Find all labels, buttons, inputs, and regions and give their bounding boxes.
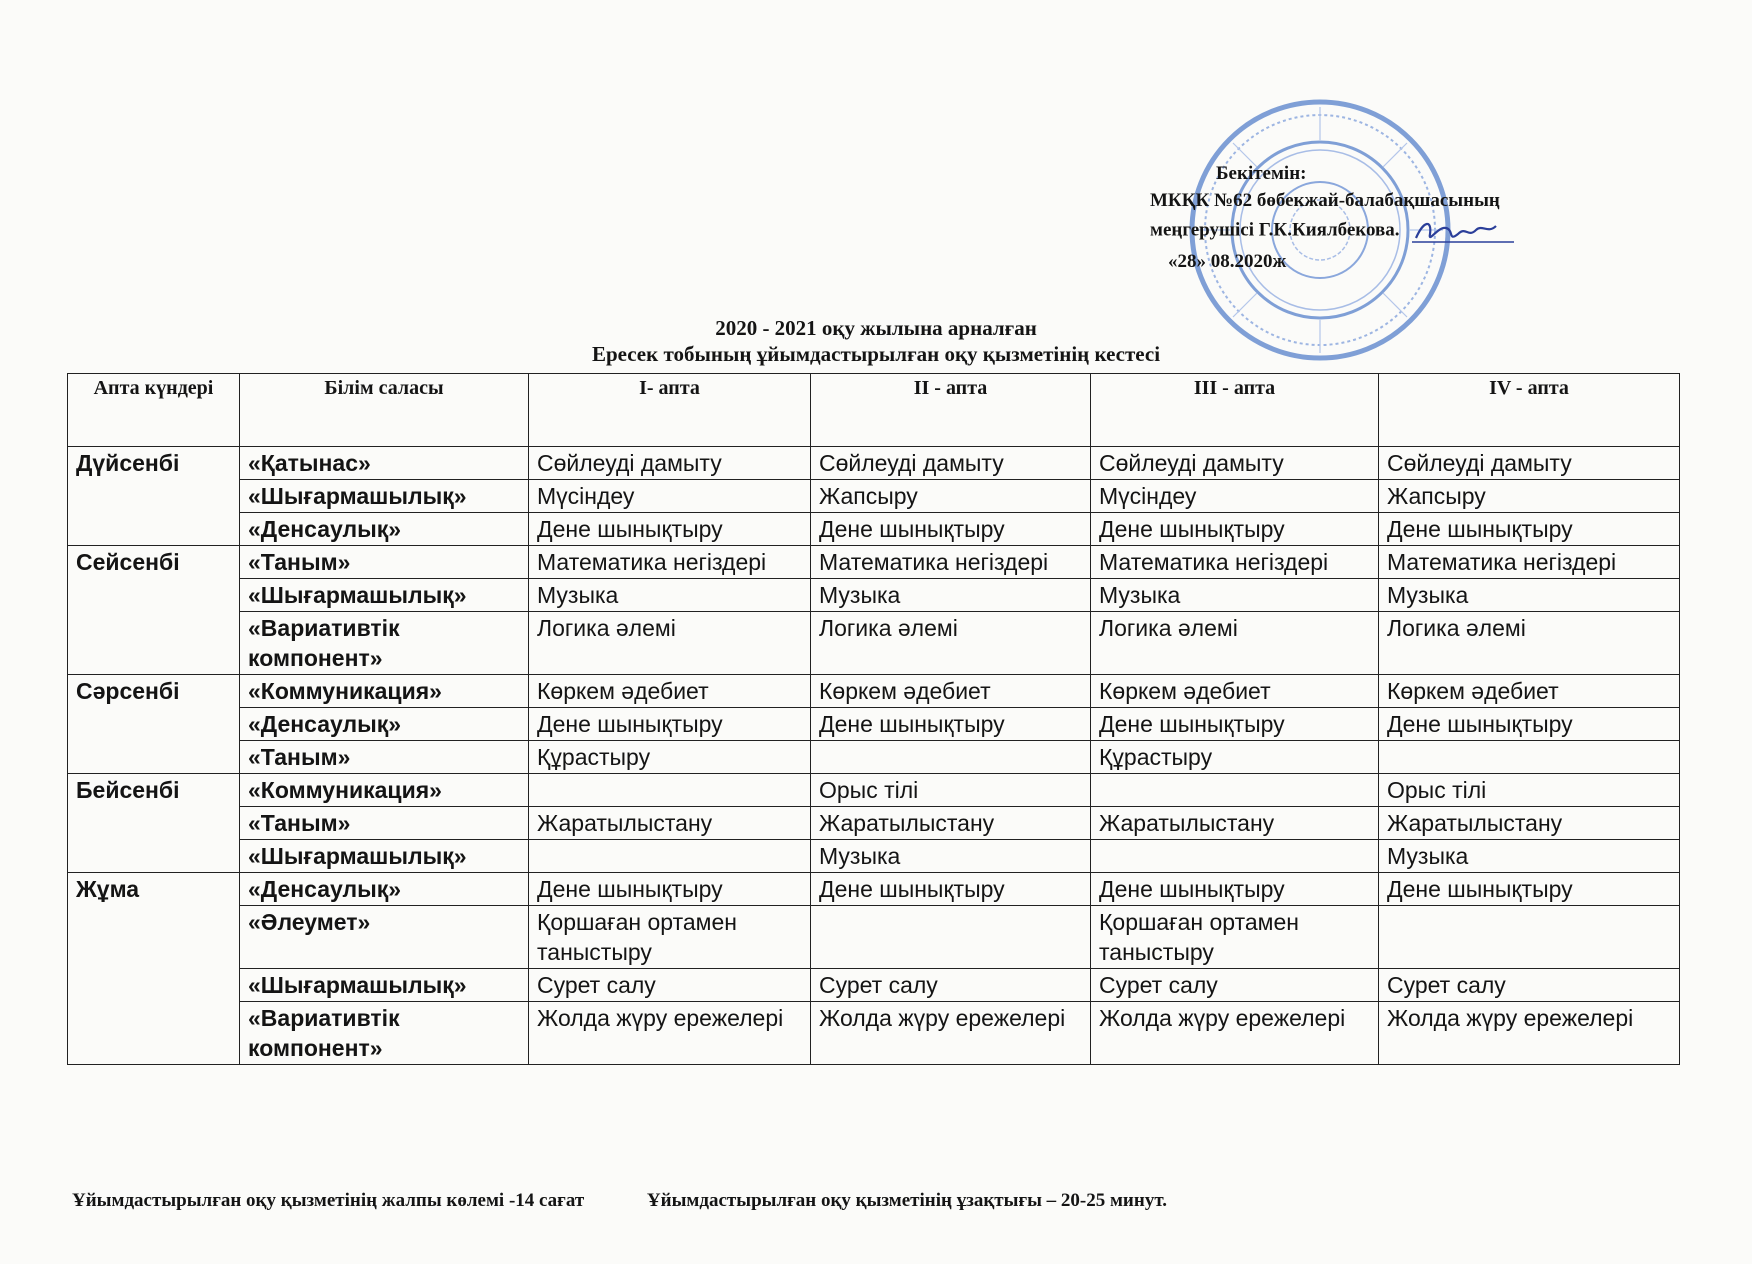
lesson-cell: Құрастыру <box>529 741 811 774</box>
area-cell: «Шығармашылық» <box>240 969 529 1002</box>
lesson-cell: Орыс тілі <box>811 774 1091 807</box>
table-row <box>68 906 1680 969</box>
area-cell: «Шығармашылық» <box>240 480 529 513</box>
lesson-cell: Жаратылыстану <box>1091 807 1379 840</box>
day-cell: Жұма <box>68 873 240 1065</box>
lesson-cell: Дене шынықтыру <box>811 708 1091 741</box>
area-cell: «Таным» <box>240 741 529 774</box>
lesson-cell: Дене шынықтыру <box>811 873 1091 906</box>
schedule-table <box>67 373 1680 1065</box>
lesson-cell: Жолда жүру ережелері <box>1379 1002 1680 1065</box>
lesson-cell: Дене шынықтыру <box>1379 513 1680 546</box>
header-week-1: І- апта <box>529 374 811 447</box>
area-cell: «Таным» <box>240 807 529 840</box>
header-week-3: ІІІ - апта <box>1091 374 1379 447</box>
lesson-cell: Көркем әдебиет <box>1091 675 1379 708</box>
signature <box>1408 214 1518 248</box>
area-cell: «Денсаулық» <box>240 708 529 741</box>
footer-duration: Ұйымдастырылған оқу қызметінің ұзақтығы – 20-25 минут. <box>646 1190 1167 1211</box>
lesson-cell: Көркем әдебиет <box>529 675 811 708</box>
day-cell: Дүйсенбі <box>68 447 240 546</box>
lesson-cell: Мүсіндеу <box>529 480 811 513</box>
table-row <box>68 546 1680 579</box>
lesson-cell: Сөйлеуді дамыту <box>1091 447 1379 480</box>
heading-line-1: 2020 - 2021 оқу жылына арналған <box>715 316 1037 340</box>
lesson-cell <box>529 840 811 873</box>
approval-organization: МКҚК №62 бөбекжай-балабақшасының <box>1150 190 1500 211</box>
lesson-cell: Жапсыру <box>811 480 1091 513</box>
table-row <box>68 675 1680 708</box>
table-row <box>68 612 1680 675</box>
lesson-cell: Математика негіздері <box>529 546 811 579</box>
lesson-cell: Сурет салу <box>811 969 1091 1002</box>
lesson-cell: Қоршаған ортамен таныстыру <box>1091 906 1379 969</box>
lesson-cell: Математика негіздері <box>1091 546 1379 579</box>
lesson-cell: Жолда жүру ережелері <box>1091 1002 1379 1065</box>
lesson-cell: Көркем әдебиет <box>811 675 1091 708</box>
lesson-cell: Дене шынықтыру <box>1091 873 1379 906</box>
lesson-cell: Музыка <box>1091 579 1379 612</box>
area-cell: «Шығармашылық» <box>240 840 529 873</box>
lesson-cell: Жапсыру <box>1379 480 1680 513</box>
lesson-cell <box>1091 774 1379 807</box>
heading-line-2: Ересек тобының ұйымдастырылған оқу қызметінің кестесі <box>591 342 1161 366</box>
day-cell: Сейсенбі <box>68 546 240 675</box>
header-week-days: Апта күндері <box>68 374 240 447</box>
lesson-cell: Логика әлемі <box>1091 612 1379 675</box>
table-row <box>68 741 1680 774</box>
lesson-cell: Музыка <box>811 579 1091 612</box>
lesson-cell: Сурет салу <box>1379 969 1680 1002</box>
lesson-cell <box>529 774 811 807</box>
table-row <box>68 513 1680 546</box>
lesson-cell: Дене шынықтыру <box>1379 708 1680 741</box>
lesson-cell: Музыка <box>529 579 811 612</box>
approval-head-line <box>1150 214 1620 248</box>
lesson-cell: Логика әлемі <box>811 612 1091 675</box>
lesson-cell: Қоршаған ортамен таныстыру <box>529 906 811 969</box>
lesson-cell: Жаратылыстану <box>529 807 811 840</box>
day-cell: Сәрсенбі <box>68 675 240 774</box>
lesson-cell: Мүсіндеу <box>1091 480 1379 513</box>
area-cell: «Вариативтік компонент» <box>240 1002 529 1065</box>
approval-block <box>1150 160 1620 275</box>
area-cell: «Қатынас» <box>240 447 529 480</box>
approval-title: Бекітемін: <box>1216 163 1307 184</box>
table-row <box>68 708 1680 741</box>
lesson-cell: Дене шынықтыру <box>811 513 1091 546</box>
lesson-cell: Музыка <box>1379 840 1680 873</box>
lesson-cell: Құрастыру <box>1091 741 1379 774</box>
lesson-cell: Музыка <box>1379 579 1680 612</box>
lesson-cell: Сурет салу <box>1091 969 1379 1002</box>
lesson-cell: Дене шынықтыру <box>529 513 811 546</box>
lesson-cell: Сөйлеуді дамыту <box>811 447 1091 480</box>
lesson-cell: Логика әлемі <box>529 612 811 675</box>
table-row <box>68 840 1680 873</box>
lesson-cell: Көркем әдебиет <box>1379 675 1680 708</box>
table-row <box>68 774 1680 807</box>
lesson-cell <box>811 741 1091 774</box>
header-education-area: Білім саласы <box>240 374 529 447</box>
area-cell: «Денсаулық» <box>240 513 529 546</box>
lesson-cell: Сөйлеуді дамыту <box>1379 447 1680 480</box>
approval-head: меңгерушісі Г.К.Киялбекова. <box>1150 219 1400 241</box>
lesson-cell: Математика негіздері <box>811 546 1091 579</box>
area-cell: «Таным» <box>240 546 529 579</box>
header-week-4: IV - апта <box>1379 374 1680 447</box>
area-cell: «Әлеумет» <box>240 906 529 969</box>
lesson-cell: Дене шынықтыру <box>529 873 811 906</box>
table-row <box>68 579 1680 612</box>
lesson-cell <box>811 906 1091 969</box>
lesson-cell <box>1379 741 1680 774</box>
lesson-cell: Жаратылыстану <box>1379 807 1680 840</box>
table-row <box>68 1002 1680 1065</box>
lesson-cell: Жолда жүру ережелері <box>811 1002 1091 1065</box>
footer-total-volume: Ұйымдастырылған оқу қызметінің жалпы көлемі -14 сағат <box>72 1190 585 1211</box>
lesson-cell: Дене шынықтыру <box>529 708 811 741</box>
lesson-cell: Дене шынықтыру <box>1091 708 1379 741</box>
document-heading <box>0 315 1752 367</box>
table-row <box>68 969 1680 1002</box>
lesson-cell: Орыс тілі <box>1379 774 1680 807</box>
area-cell: «Денсаулық» <box>240 873 529 906</box>
area-cell: «Шығармашылық» <box>240 579 529 612</box>
table-row <box>68 447 1680 480</box>
lesson-cell: Сурет салу <box>529 969 811 1002</box>
lesson-cell: Математика негіздері <box>1379 546 1680 579</box>
table-row <box>68 873 1680 906</box>
lesson-cell: Дене шынықтыру <box>1379 873 1680 906</box>
day-cell: Бейсенбі <box>68 774 240 873</box>
lesson-cell: Жаратылыстану <box>811 807 1091 840</box>
lesson-cell: Жолда жүру ережелері <box>529 1002 811 1065</box>
lesson-cell: Музыка <box>811 840 1091 873</box>
table-header-row <box>68 374 1680 447</box>
lesson-cell: Логика әлемі <box>1379 612 1680 675</box>
lesson-cell: Сөйлеуді дамыту <box>529 447 811 480</box>
lesson-cell: Дене шынықтыру <box>1091 513 1379 546</box>
header-week-2: ІІ - апта <box>811 374 1091 447</box>
lesson-cell <box>1379 906 1680 969</box>
table-row <box>68 807 1680 840</box>
approval-date: «28» 08.2020ж <box>1168 251 1287 272</box>
footer-notes <box>72 1190 1692 1212</box>
table-row <box>68 480 1680 513</box>
lesson-cell <box>1091 840 1379 873</box>
area-cell: «Коммуникация» <box>240 675 529 708</box>
area-cell: «Коммуникация» <box>240 774 529 807</box>
area-cell: «Вариативтік компонент» <box>240 612 529 675</box>
